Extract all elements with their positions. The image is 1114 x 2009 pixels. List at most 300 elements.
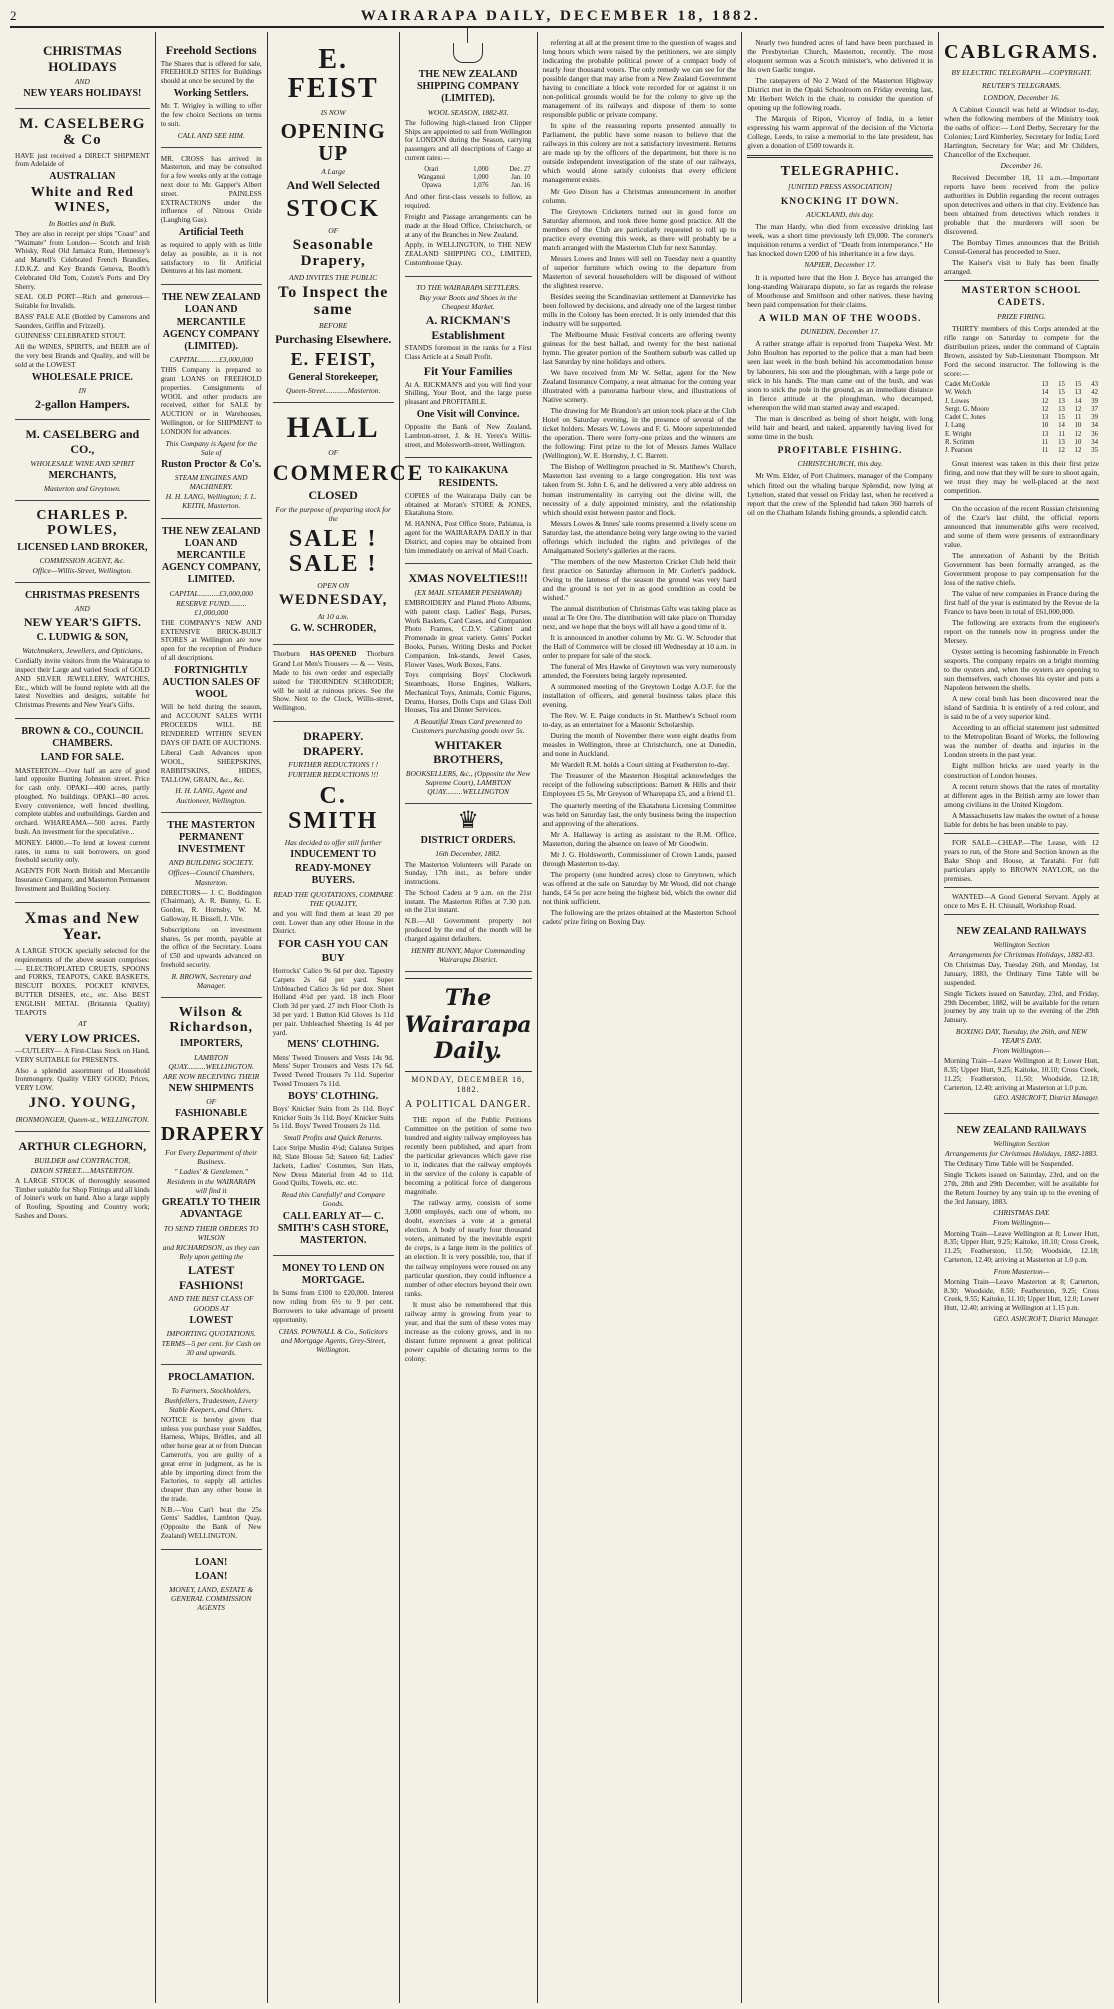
ad-shipping-company <box>405 36 532 277</box>
score-cell: 14 <box>1074 397 1082 405</box>
ad-address: DIXON STREET.....MASTERTON. <box>30 1165 135 1175</box>
ad-date: 16th December, 1882. <box>435 849 502 859</box>
cable-dateline: LONDON, December 16. <box>983 92 1060 102</box>
ad-nz-loan-2 <box>161 519 262 813</box>
ad-firm: Working Settlers. <box>173 87 249 99</box>
ship-date: Jan. 10 <box>511 173 531 181</box>
ad-in: IN <box>78 385 87 395</box>
ad-money: MONEY. £4000.—To lend at lowest current rates, in sums to suit borrowers, on good freehold security only. <box>15 838 150 865</box>
ad-has: Has decided to offer still further <box>284 837 382 847</box>
divider <box>944 1113 1099 1114</box>
ad-fit: Fit Your Families <box>423 363 513 378</box>
firm-name: C. SMITH <box>288 782 379 834</box>
ad-title: NEW ZEALAND RAILWAYS <box>956 925 1087 937</box>
score-cell: 37 <box>1091 405 1099 413</box>
ad-title: LAND FOR SALE. <box>40 752 124 764</box>
ad-wilson-richardson <box>160 998 265 1365</box>
ad-title: THE NEW ZEALAND SHIPPING COMPANY (LIMITED). <box>416 69 520 105</box>
news-paragraph: The ratepayers of No 2 Ward of the Masterton Highway District met in the Opaki Schoolroom on Friday evening last, Mr Herbert Welch in the chair, to consider the question of opening up the following roads. <box>747 76 933 113</box>
divider <box>944 887 1099 888</box>
ad-title: CHRISTMAS HOLIDAYS <box>42 43 122 74</box>
ad-send: TO SEND THEIR ORDERS TO WILSON <box>163 1223 259 1242</box>
page-number: 2 <box>10 8 18 23</box>
divider <box>944 833 1099 834</box>
score-cell: 12 <box>1074 405 1082 413</box>
ad-title: THE MASTERTON PERMANENT INVESTMENT <box>167 819 255 856</box>
score-row <box>944 422 1099 430</box>
ad-brown-land <box>15 719 150 903</box>
score-cell: 11 <box>1041 438 1049 446</box>
has-opened: HAS OPENED <box>309 649 357 658</box>
news-paragraph: The funeral of Mrs Hawke of Greytown was very numerously attended, the Foresters being largely represented. <box>542 662 737 681</box>
ship-name: Orari <box>424 165 439 173</box>
ad-address: LAMBTON QUAY..........WELLINGTON. <box>168 1052 255 1071</box>
section-subheading: BY ELECTRIC TELEGRAPH.—COPYRIGHT. <box>951 68 1092 78</box>
ad-ruston: Ruston Proctor & Co's. <box>161 458 262 470</box>
ad-hall-of-commerce <box>272 403 425 644</box>
score-cell: 12 <box>1041 405 1049 413</box>
ad-times: Morning Train—Leave Wellington at 8; Lower Hutt, 8.35; Upper Hutt, 9.25; Kaitoke, 10.10; Cross Creek, 11.25; Featherston, 11.50; Woodside, 12.18; Carterton, 12.40; arriving at Masterton at 1.0 p.m. <box>944 1229 1100 1264</box>
ad-and: and RICHARDSON, as they can Rely upon getting the <box>162 1242 260 1261</box>
ad-railways-2 <box>944 1118 1099 1330</box>
ad-boxing-day: BOXING DAY, Tuesday, the 26th, and NEW YEAR'S DAY. <box>955 1026 1088 1045</box>
telegram-title: PROFITABLE FISHING. <box>777 445 903 456</box>
ad-invites: AND INVITES THE PUBLIC <box>289 272 378 282</box>
ad-read: READ THE QUOTATIONS, COMPARE THE QUALITY, <box>273 889 394 908</box>
news-paragraph: referring at all at the present time to the question of wages and long hours which were raised by the petitioners, we are simply indicating the probable political power of a compact body of nearly four thousand voters. The only remedy we can see for the possible danger that may arise from a New Zealand Government having to conciliate a block vote recorded for or against it on non-political grounds would be for the colony to give up the management of its railways and dispose of them to some responsible public or private company. <box>542 38 737 120</box>
ad-liberal: Liberal Cash Advances upon WOOL, SHEEPSKINS, RABBITSKINS, HIDES, TALLOW, GRAIN, &c., &c. <box>160 749 262 784</box>
news-paragraph: A summoned meeting of the Greytown Lodge A.O.F. for the installation of officers, and general business takes place this evening. <box>542 682 737 710</box>
column-1 <box>10 32 156 2003</box>
ad-body: The Masterton Volunteers will Parade on Sunday, 17th inst., as before under instructions. <box>404 860 532 887</box>
ad-directors: DIRECTORS— J. C. Boddington (Chairman), A. R. Bunny, G. E. Gordon, R. Hornsby, W. M. Galloway, H. Bissell, J. Vile. <box>160 888 262 924</box>
score-cell: 11 <box>1074 414 1082 422</box>
cadet-name: Cadet McCorkle <box>945 380 991 388</box>
score-cell: 34 <box>1091 422 1099 430</box>
telegram-body: It is reported here that the Hon J. Bryce has arranged the long-standing Wairarapa dispute, so far as regards the release of Moorhouse and Smithson and other natives, these having been paid compensation for their claims. <box>747 272 933 309</box>
firm-name: A. RICKMAN'S Establishment <box>425 313 511 342</box>
ad-title: DISTRICT ORDERS. <box>420 835 516 847</box>
cadet-name: J. Pearson <box>945 447 973 455</box>
score-cell: 12 <box>1074 430 1082 438</box>
news-paragraph: Nearly two hundred acres of land have been purchased in the Presbyterian Church, Masterton, recently. The most eloquent sermon was a Scotch minister's, who delivered it in his own Gaelic tongue. <box>747 38 933 75</box>
ad-whitaker <box>405 564 532 804</box>
news-paragraph: Messrs Lowes & Innes' sale rooms presented a lively scene on Saturday last, the attendance being very large owing to the varied offerings which included the rights and privileges of the Amalgamated Society's galleries at the races. <box>542 518 737 555</box>
ad-body-2: Single Tickets issued on Saturday, 23rd, and Friday, 29th December, 1882, will be available for the return journey by any train up to the evening of the 29th January. <box>944 989 1100 1025</box>
news-paragraph: The drawing for Mr Brandon's art union took place at the Club Hotel on Saturday evening, in the presence of several of the ticket holders. Messrs W. Lowes and F. G. Moore superintended the operation. There were forty-one prizes and the winners are the following: First prize to the lot of Messrs James Wallace (Wellington), W. E. Hornsby, J. C. Barrett. <box>542 406 737 461</box>
ad-capital: CAPITAL...........£3,000,000 <box>169 355 253 365</box>
cadet-name: Cadet C. Jones <box>945 414 986 422</box>
ad-every: For Every Department of their Business. <box>165 1147 258 1166</box>
score-cell: 13 <box>1041 430 1049 438</box>
ad-body: THIS Company is prepared to grant LOANS on FREEHOLD properties. Consignments of WOOL and other products are received, either for SALE by AUCTION or in Warehouses, Wellington, or for SHIPMENT to LONDON for advances. <box>160 366 262 436</box>
ad-merchants: MERCHANTS, <box>48 469 117 481</box>
ad-capital: CAPITAL...........£3,000,000 <box>169 588 253 598</box>
ad-wines: White and Red WINES, <box>30 185 134 215</box>
ad-call: CALL EARLY AT— C. SMITH'S CASH STORE, MASTERTON. <box>277 1210 389 1246</box>
score-cell: 10 <box>1041 422 1049 430</box>
firm-name: M. CASELBERG & Co <box>19 116 146 148</box>
classified-wanted: WANTED—A Good General Servant. Apply at once to Mrs E. H. Chisnall, Workshop Road. <box>944 891 1100 910</box>
editorial-paragraph: THE report of the Public Petitions Committee on the petition of some two hundred and eighty railway employees has recently been published, and apart from the particular grievances which gave rise to it, indicates that the railway employés in the service of the colony is capable of becoming a political force of dangerous magnitude. <box>404 1115 532 1197</box>
score-cell: 11 <box>1041 447 1049 455</box>
ad-agents: AGENTS FOR North British and Mercantile Insurance Company, and Masterton Permanent Investment and Building Society. <box>15 867 150 893</box>
telegram-body: The man is described as being of short height, with long wild hair and beard, and naked, apparently having lived for some time in the bush. <box>747 413 933 441</box>
school-cadets-body-2: Great interest was taken in this their first prize firing, and now that they will be sure to shoot again, we trust they may be well-placed at the next competition. <box>944 458 1100 495</box>
telegram-body: The man Hardy, who died from excessive drinking last week, was a short time previously left £9,000. The coroner's inquisition returns a verdict of "Death from intemperance." He has knocked down £200 of his inheritance in a few days. <box>747 222 933 259</box>
ship-name: Opawa <box>421 182 441 190</box>
editorial-paragraph: It must also be remembered that this railway army is growing from year to year, and that the sum of these votes may increase as the colony grows, and in no distant future represent a great political power capable of dictating terms to the colony. <box>404 1299 532 1363</box>
ad-body: They are also in receipt per ships "Coast" and "Waimate" from London— Scotch and Irish Whisky, Real Old Jamaica Rum, Hennessy's and Martell's Celebrated French Brandies, J.D.K.Z. and Key Brands Geneva, Booth's Celebrated Old Tom, Cozen's Ports and Dry Sherry. <box>15 229 150 291</box>
ad-loan <box>161 1550 262 1620</box>
column-4 <box>400 32 538 2003</box>
ad-visit: One Visit will Convince. <box>416 408 520 420</box>
news-paragraph: The following are the prizes obtained at the Masterton School cadets' prize firing on Boxing Day. <box>542 907 737 926</box>
news-paragraph: A Massachusetts law makes the owner of a house liable for debts he has been unable to pay. <box>944 810 1100 829</box>
score-cell: 13 <box>1058 397 1065 405</box>
ad-cleghorn <box>15 1132 150 1229</box>
firm-name: ARTHUR CLEGHORN, <box>18 1138 147 1153</box>
ad-at: AT <box>78 1019 87 1029</box>
news-paragraph: A recent return shows that the rates of mortality at different ages in the British army are lower than among civilians in the United Kingdom. <box>944 781 1100 809</box>
ad-body: Grand Lot Men's Trousers — & — Vests, Made to his own order and especially suited for THORNDEN SCHRODER; will be sold at ruinous prices. See the Show. Next to the Clock, Willis-street, Wellington. <box>272 660 394 713</box>
ad-body-2: The School Cadets at 9 a.m. on the 21st instant. The Masterton Rifles at 7.30 p.m. on the 21st instant. <box>404 888 532 915</box>
news-paragraph: Mr Geo Dixon has a Christmas announcement in another column. <box>542 186 737 205</box>
ad-town: Masterton and Greytown. <box>43 484 121 494</box>
table-row <box>405 182 532 190</box>
ad-new: NEW SHIPMENTS <box>168 1082 254 1094</box>
ad-title: DRAPERY. DRAPERY. <box>303 729 364 758</box>
news-paragraph: According to an official statement just submitted to the Metropolitan Board of Works, the following was the number of deaths and injuries in the London streets in the past year. <box>944 723 1100 760</box>
cable-body: The Kaiser's visit to Italy has been finally arranged. <box>944 258 1100 277</box>
ad-body: EMBROIDERY and Plated Photo Albums, with patent clasp. Ladies' Bags, Purses, Work Baskets, Card Cases, and Companion Photo Frames, C.D.V. Cabinet and Promenade in great variety. Gents' Pocket Books, Purses, Writing Desks and Pocket Companion, Ink-stands, Jewel Cases, Flower Vases, Work Boxes, Fans. <box>404 599 532 669</box>
ships-table <box>405 166 532 191</box>
ad-inspect: To Inspect the same <box>278 283 389 318</box>
ad-before: BEFORE <box>319 321 348 331</box>
ad-signature: GEO. ASHCROFT, District Manager. <box>993 1314 1100 1323</box>
section-subheading: [UNITED PRESS ASSOCIATION] <box>788 182 893 192</box>
ad-address: BOOKSELLERS, &c., (Opposite the New Supreme Court), LAMBTON QUAY.........WELLINGTON <box>405 768 531 797</box>
score-cell: 42 <box>1091 389 1099 397</box>
news-paragraph: Mr J. G. Holdsworth, Commissioner of Crown Lands, passed through Masterton to-day. <box>542 849 737 868</box>
score-cell: 13 <box>1058 438 1065 446</box>
telegram-body: A rather strange affair is reported from Tuapeka West. Mr John Boulton has reported to the police that a man had been seen last week in the bush behind his accommodation house by labourers, his son and the ploughman, with a large pole or stick in his hands. The man came out of the bush, and was soon to stick the pole in the ground, as an immediate distance in fierce attitude at the ploughman, who decamped, whereupon the wild man started away and escaped. <box>747 339 933 412</box>
ad-body: MONEY, LAND, ESTATE & GENERAL COMMISSION AGENTS <box>169 1585 254 1613</box>
firm-name: JNO. YOUNG, <box>28 1095 137 1112</box>
telegram-body: Mr Wm. Elder, of Port Chalmers, manager of the Company which fitted out the whaling barque Splendid, now lying at Lyttelton, stated that vessel on Friday last, when he received a report that the crew of the Splendid had taken 360 barrels of oil on the Chatham Islands fishing grounds, a splendid catch. <box>747 471 933 517</box>
scores-table <box>944 381 1099 456</box>
score-cell: 34 <box>1091 438 1099 446</box>
ad-address: IRONMONGER, Queen-st., WELLINGTON. <box>15 1114 150 1124</box>
ad-railways-1 <box>944 919 1099 1109</box>
telegram-dateline: NAPIER, December 17. <box>804 260 876 270</box>
score-cell: 36 <box>1091 430 1099 438</box>
ad-of: OF <box>328 225 339 235</box>
classified-for-sale: FOR SALE—CHEAP.—The Lease, with 12 years to run, of the Store and Section known as the Bake Shop and House, at Taratahi. For full particulars apply to BROWN NAYLOR, on the premises. <box>944 837 1100 883</box>
ad-induce: INDUCEMENT TO <box>290 849 377 861</box>
firm-name: Wilson & Richardson, <box>169 1005 254 1035</box>
ad-fashionable: FASHIONABLE <box>175 1108 248 1120</box>
divider <box>747 155 933 158</box>
score-row <box>944 414 1099 422</box>
score-cell: 15 <box>1058 414 1065 422</box>
ad-thorburn <box>273 645 394 722</box>
school-cadets-body: THIRTY members of this Corps attended at the rifle range on Saturday to compete for the distribution prizes, under the command of Captain Brown, assisted by Sub-Lieutenant Thompson. Mr Ford the second instructor. The following is the score:— <box>944 323 1100 378</box>
ad-subtitle: (EX MAIL STEAMER PESHAWAR) <box>414 587 522 597</box>
ad-district-orders <box>405 804 532 972</box>
news-paragraph: The annual distribution of Christmas Gifts was taking place as usual at Te Ore Ore. The distribution will take place on Thursday next, and we hope that the boys will all have a good time of it. <box>542 603 737 631</box>
news-paragraph: Eight million bricks are used yearly in the construction of London houses. <box>944 761 1100 780</box>
ad-and: AND <box>74 604 90 614</box>
ad-role: BUILDER and CONTRACTOR, <box>34 1155 131 1165</box>
ad-ludwig <box>15 583 150 719</box>
divider <box>944 280 1099 281</box>
thorburn-left: Thorburn <box>272 649 300 658</box>
editorial-paragraph: The railway army, consists of some 3,000 employés, each one of whom, no doubt, exercises a vote at a general election. A body of nearly four thousand voters, animated by the inevitable esprit de corps, is a large item in the politics of an election. It is very possible, too, that if the railway employees were roused on any particular question, they could influence a number of other electors beyond their own ranks. <box>404 1198 532 1298</box>
cable-body: A Cabinet Council was held at Windsor to-day, when the following members of the Ministry took the oaths of office:— Lord Derby, Secretary for the Colonies; Lord Kimberley, Secretary for India; Lord Hartington, Secretary for War; and Mr Childers, Chancellor of the Exchequer. <box>944 104 1100 159</box>
firm-name: CHARLES P. POWLES, <box>36 508 129 538</box>
ad-title-2: LOAN! <box>195 1571 228 1583</box>
ad-pownall <box>273 1256 394 1361</box>
ad-kaikakuna <box>405 458 532 564</box>
school-cadets-heading: MASTERTON SCHOOL CADETS. <box>961 286 1082 309</box>
ad-wholesale: WHOLESALE PRICE. <box>31 371 133 383</box>
ad-bottles: In Bottles and in Bulk. <box>48 218 116 228</box>
ad-teeth-text: as required to apply with as little delay as possible, as it is not satisfactory to fit Artificial Dentures at his last moment. <box>160 241 262 276</box>
ad-subtitle: NEW YEARS HOLIDAYS! <box>23 87 142 99</box>
ad-from: From Wellington— <box>992 1218 1051 1228</box>
scores-table-body <box>944 381 1099 456</box>
ad-bass-ale: BASS' PALE ALE (Bottled by Camerons and Saunders, Griffin and Frizzell). <box>15 312 150 330</box>
ad-signature: H. H. LANG, Agent and Auctioneer, Wellington. <box>175 786 248 805</box>
ad-feist <box>273 36 394 403</box>
news-paragraph: On the occasion of the recent Russian christening of the Czar's last child, the official reports announced that innumerable gifts were received, and some of them were presents of extraordinary value. <box>944 503 1100 549</box>
ad-cutlery: —CUTLERY— A First-Class Stock on Hand, VERY SUITABLE for PRESENTS. <box>15 1047 150 1064</box>
masthead <box>10 6 1104 28</box>
ad-import: IMPORTING QUOTATIONS. <box>166 1328 256 1338</box>
divider <box>944 499 1099 500</box>
ad-body: On Christmas Day, Tuesday 26th, and Monday, 1st January, 1883, the Ordinary Time Table will be suspended. <box>944 961 1100 987</box>
section-subheading-2: REUTER'S TELEGRAMS. <box>981 80 1062 90</box>
ad-body: Subscriptions on investment shares, 5s per month, payable at the office of the Secretary. Loans of £50 and upwards advanced on freehold security. <box>160 925 262 969</box>
section-heading-telegraphic: TELEGRAPHIC. <box>780 164 900 180</box>
ad-stock: STOCK <box>286 195 380 222</box>
ad-header-row <box>273 650 394 659</box>
ship-tons: 1,000 <box>473 165 489 173</box>
firm-name: M. CASELBERG and CO., <box>25 427 140 457</box>
cadet-name: Sergt. G. Moore <box>945 405 990 413</box>
ad-body: The following high-classed Iron Clipper Ships are appointed to sail from Wellington for LONDON during the Season, carrying passengers and all descriptions of Cargo at current rates:— <box>404 118 532 162</box>
ship-icon <box>453 43 483 63</box>
ad-role-2: COMMISSION AGENT, &c. <box>39 555 126 565</box>
ad-address: N.B.—You Can't beat the 25s Gents' Saddles, Lambton Quay, (Opposite the Bank of New Zealand) WELLINGTON. <box>160 1505 262 1541</box>
telegram-dateline: DUNEDIN, December 17. <box>800 327 880 337</box>
ship-date: Jan. 16 <box>511 182 531 190</box>
score-cell: 13 <box>1074 389 1082 397</box>
ad-body: A LARGE STOCK specially selected for the requirements of the above season comprises:— ELECTROPLATED CRUETS, SPOONS and FORKS, TEAPOTS, CAKE BASKETS, BISCUIT BOXES, POCKET KNIVES, BUTTER DISHES, etc., etc. Also BEST ENGLISH METAL (Britannia Quality) TEAPOTS <box>15 947 150 1017</box>
ad-caselberg-wholesale <box>15 420 150 501</box>
score-cell: 11 <box>1058 430 1065 438</box>
ship-name: Wanganui <box>417 173 446 181</box>
ad-lowest: LOWEST <box>189 1314 233 1326</box>
ad-title: MONEY TO LEND ON MORTGAGE. <box>282 1263 385 1287</box>
firm-name: WHITAKER BROTHERS, <box>433 737 503 767</box>
ad-text: Mr. T. Wrigley is willing to offer the few choice Sections on terms to suit. <box>160 102 262 128</box>
ad-opening: OPENING UP <box>280 118 386 165</box>
ad-body: THE COMPANY'S NEW AND EXTENSIVE BRICK-BUILT STORES at Wellington are now open for the reception of Produce of all descriptions. <box>160 618 262 663</box>
score-cell: 10 <box>1074 438 1082 446</box>
ad-greatly: GREATLY TO THEIR ADVANTAGE <box>161 1197 261 1221</box>
cable-dateline: December 16. <box>1000 161 1043 170</box>
ad-rickman <box>405 277 532 459</box>
ad-open: OPEN ON <box>317 581 350 591</box>
ad-subtitle: To Farmers, Stockholders, Bushfellers, Tradesmen, Livery Stable Keepers, and Others. <box>164 1386 258 1414</box>
ad-caselberg-wines <box>15 109 150 420</box>
ad-reserve: RESERVE FUND.........£1,000,000 <box>176 598 247 617</box>
score-row <box>944 439 1099 447</box>
ad-teeth: Artificial Teeth <box>178 226 244 238</box>
ad-role: IMPORTERS, <box>179 1038 243 1050</box>
ad-role: LICENSED LAND BROKER, <box>17 541 148 553</box>
firm-name: G. W. SCHRODER, <box>290 623 377 635</box>
table-row <box>405 174 532 182</box>
score-row <box>944 398 1099 406</box>
firm-name: BROWN & CO., COUNCIL CHAMBERS. <box>21 726 144 750</box>
crown-icon: ♛ <box>457 808 479 835</box>
ad-nz-loan-1 <box>161 285 262 518</box>
ad-boys: BOYS' CLOTHING. <box>288 1090 379 1102</box>
ad-freight: Freight and Passage arrangements can be made at the Head Office, Christchurch, or at any of the Branches in New Zealand. <box>404 213 532 239</box>
ad-office: Office—Willis-Street, Wellington. <box>32 565 133 575</box>
firm-name-2: E. FEIST, <box>290 349 376 370</box>
ad-powles <box>15 501 150 583</box>
news-paragraph: It is announced in another column by Mr. G. W. Schroder that the Hall of Commerce will be closed till Wednesday at 10 a.m. in order to prepare for sale of the stock. <box>542 632 737 661</box>
divider <box>944 914 1099 915</box>
ad-title: THE NEW ZEALAND LOAN AND MERCANTILE AGENCY COMPANY, LIMITED. <box>161 525 261 586</box>
ad-price: VERY LOW PRICES. <box>24 1030 140 1045</box>
ad-of: OF <box>206 1097 217 1107</box>
ad-purpose: For the purpose of preparing stock for the <box>275 504 391 523</box>
newspaper-title: WAIRARAPA DAILY, DECEMBER 18, 1882. <box>360 7 761 24</box>
ad-signature: GEO. ASHCROFT, District Manager. <box>993 1094 1100 1103</box>
news-paragraph: The Bishop of Wellington preached in St. Matthew's Church, Masterton last evening to a large congregation. His text was taken from St. John I. 6, and he delivered a very able address on human instrumentality in carrying out the divine will, the necessity of a duly appointed ministry, and the relationship which should exist between pastor and flock. <box>542 462 737 517</box>
news-paragraph: The Marquis of Ripon, Viceroy of India, in a letter expressing his warm approval of the decision of the Victoria College, Leeds, to raise a memorial to the late president, has given a donation of £500 towards it. <box>747 114 933 151</box>
ad-and: and you will find them at least 20 per cent. Lower than any other House in the District. <box>272 909 394 936</box>
ad-a: A Large <box>321 167 346 177</box>
ad-dentist <box>161 148 262 286</box>
score-cell: 15 <box>1074 380 1082 388</box>
score-cell: 15 <box>1058 389 1065 397</box>
news-paragraph: The Greytown Cricketers turned out in good force on Saturday afternoon, and took three home good practice. All the members of the Club are particularly requested to roll up to practice every evening this week, as there will probably be a match arranged with the Masterton Club for next Saturday. <box>542 206 737 252</box>
score-row <box>944 447 1099 455</box>
ad-address: Opposite the Bank of New Zealand, Lambton-street, J. & H. Yerex's Willis-street, and Molesworth-street, Wellington. <box>404 423 532 449</box>
ad-trade: Watchmakers, Jewellers, and Opticians, <box>22 646 143 656</box>
ad-proclamation <box>161 1365 262 1550</box>
score-row <box>944 381 1099 389</box>
news-paragraph: Oyster setting is becoming fashionable in French seaports. The company repairs on a bright morning to the oysters and, when the oysters are opening to sun themselves, each chooses his oyster and puts a Napoleon between the shells. <box>944 647 1100 693</box>
news-paragraph: The annexation of Ashanti by the British Government has been formally arranged, as the Government propose to pay compensation for the loss of the native chiefs. <box>944 550 1100 587</box>
ad-all-wines: All the WINES, SPIRITS, and BEER are of the very best Brands and Quality, and will be sold at the LOWEST <box>15 343 150 369</box>
column-5 <box>538 32 743 2003</box>
cadet-name: E. Wright <box>945 430 972 438</box>
news-paragraph: We have received from Mr W. Sellar, agent for the New Zealand Insurance Company, a neat almanac for the coming year illustrated with a panorama harbour view, and illustrations of Native scenery. <box>542 368 737 405</box>
ad-body: COPIES of the Wairarapa Daily can be obtained at Moran's STORE & JONES, Ekatahuna Store. <box>404 491 532 518</box>
ad-ladies: " Ladies' & Gentlemen." <box>174 1166 249 1176</box>
news-paragraph: The Melbourne Music Festival concerts are offering twenty guineas for the best ballad, and twenty for the best national hymn. The greater portion of the Southern suburb was called up last Saturday by nine holidays and others. <box>542 329 737 367</box>
score-cell: 43 <box>1091 380 1099 388</box>
ad-body: The Ordinary Time Table will be Suspended. <box>944 1160 1074 1169</box>
ad-agents: This Company is Agent for the Sale of <box>165 438 257 457</box>
ad-note: N.B.—All Government property not produced by the end of the month will be charged against defaulters. <box>404 917 532 943</box>
score-row <box>944 431 1099 439</box>
ad-body: NOTICE is hereby given that unless you purchase your Saddles, Harness, Whips, Bridles, and all other horse gear at or from Duncan Cameron's, you are guilty of a great error in judgment, as he is able by importing direct from the Factories, to supply all articles cheaper than any other house in the trade. <box>160 1415 262 1503</box>
ad-subtitle: FURTHER REDUCTIONS ! ! <box>288 760 379 770</box>
ad-others: And other first-class vessels to follow, as required. <box>404 193 532 211</box>
column-3 <box>268 32 425 2003</box>
cadet-name: J. Lang <box>945 422 966 430</box>
ad-gifts: NEW YEAR'S GIFTS. <box>23 615 141 630</box>
ad-subtitle-2: FURTHER REDUCTIONS !!! <box>287 770 379 780</box>
ad-from: From Wellington— <box>992 1046 1051 1056</box>
score-cell: 15 <box>1058 380 1065 388</box>
ad-title: LOAN! <box>195 1556 228 1568</box>
news-paragraph: Mr A. Hallaway is acting as assistant to the R.M. Office, Masterton, during the absence on leave of Mr Goodwin. <box>542 829 737 848</box>
ad-body-2: Single Tickets issued on Saturday, 23rd, and on the 27th, 28th and 29th December, will be available for the Return Journey by any train up to the evening of the 3rd January, 1883. <box>944 1171 1100 1206</box>
ad-body: In Sums from £100 to £20,000. Interest now ruling from 6½ to 9 per cent. Borrowers to take advantage of present opportunity. <box>272 1289 394 1324</box>
cadet-name: W. Welch <box>945 389 972 397</box>
score-cell: 14 <box>1058 422 1065 430</box>
ad-body-2: Will be held during the season, and ACCOUNT SALES WITH PROCEEDS WILL BE RENDERED WITHIN SEVEN DAYS OF DATE OF AUCTIONS. <box>160 703 262 747</box>
ad-title: NEW ZEALAND RAILWAYS <box>956 1124 1087 1136</box>
ad-and: AND BUILDING SOCIETY. <box>168 858 254 868</box>
ad-title: THE NEW ZEALAND LOAN AND MERCANTILE AGENCY COMPANY (LIMITED). <box>161 292 261 352</box>
ad-building-society <box>161 813 262 998</box>
column-6 <box>742 32 939 2003</box>
ad-from-2: From Masterton— <box>993 1266 1050 1276</box>
ad-office: Offices—Council Chambers, Masterton. <box>168 868 255 887</box>
ad-terms: TERMS—5 per cent. for Cash on 30 and upwards. <box>161 1339 261 1358</box>
ad-title: XMAS NOVELTIES!!! <box>408 571 528 586</box>
news-paragraph: "The members of the new Masterton Cricket Club held their first practice on Saturday afternoon in Mr Corlett's paddock. Owing to the lateness of the season the ground was very hard and the ground is not yet in as good condition as could be wished." <box>542 556 737 602</box>
ad-body-2: M. HANNA, Post Office Store, Pahiatua, is agent for the WAIRARAPA DAILY in that District, and copies may be obtained from him immediately on arrival of Mail Coach. <box>404 520 532 555</box>
ad-body: MASTERTON—Over half an acre of good land opposite Bunting Johnston street. Price for cash only. OPAKI—400 acres, partly ploughed. No buildings. OPAKI—80 acres. Every convenience, well fenced dwelling, complete stables and outbuildings. Garden and orchard. WHAREAMA—500 acres. Partly bush. An investment for the speculative... <box>15 766 150 837</box>
ad-steam: STEAM ENGINES AND MACHINERY. <box>174 473 248 492</box>
news-paragraph: Mr Wardell R.M. holds a Court sitting at Featherston to-day. <box>550 760 730 770</box>
school-cadets-subheading: PRIZE FIRING. <box>997 311 1046 321</box>
ad-note: A Beautiful Xmas Card presented to Customers purchasing goods over 5s. <box>411 717 525 736</box>
ad-also: Also a splendid assortment of Household Ironmongery. Quality VERY GOOD; Prices, VERY LOW. <box>15 1066 150 1093</box>
news-paragraph: Messrs Lowes and Innes will sell on Tuesday next a quantity of superior furniture which owing to the departure from Masterton of several householders will be disposed of without the slightest reserve. <box>542 253 737 290</box>
ad-purchasing: Purchasing Elsewhere. <box>275 332 392 347</box>
score-cell: 13 <box>1058 405 1065 413</box>
ad-toys: Toys comprising Boys' Clockwork Steamboats, Horse Engines, Walkers, Mechanical Toys, Animals, Comic Figures, Drums, Horses, Dolls Cups and Glass Doll Houses, Tea and Dinner Services. <box>404 671 532 715</box>
cable-body: Received December 18, 11 a.m.—Important reports have been received from the police authorities in Dublin regarding the recent outrages upon detectives and others in that city. Evidence has been obtained from detectives which renders it probable that the murderers will soon be discovered. <box>944 173 1100 237</box>
ad-and: AND <box>74 76 90 86</box>
editorial-title: A POLITICAL DANGER. <box>405 1098 532 1110</box>
ad-title: Freehold Sections <box>165 43 257 57</box>
ad-call: CALL AND SEE HIM. <box>177 130 245 140</box>
ship-tons: 1,000 <box>473 173 489 181</box>
ad-list: Horrocks' Calico 9s 6d per doz. Tapestry Carpets 2s 6d per yard. Super Unbleached Calico 3s 6d per doz. Sheet Holland 4½d per yard. 18 inch Floor Cloth 3d per yard. 27 inch Floor Cloth 1s 3d per yard. 1 Button Kid Gloves 1s 11d per pair. Unbleached Sheeting 1s 4d per yard. <box>272 967 394 1037</box>
ad-body: MR. CROSS has arrived in Masterton, and may be consulted for a few weeks only at the cottage next door to Mr. Gapper's Albert street. PAINLESS EXTRACTIONS under the influence of Nitrous Oxide (Laughing Gas). <box>160 154 262 225</box>
score-row <box>944 389 1099 397</box>
ad-subtitle: Wellington Section <box>993 1139 1050 1149</box>
section-heading-cablegrams: CABLGRAMS. <box>944 41 1100 63</box>
news-paragraph: In spite of the reassuring reports presented annually to Parliament, the public have some reason to believe that the railways in this colony are not a satisfactory investment. Returns are made up by the officers of the department, but there is no outside independent investigation of the state of our railways, which would alone satisfy colonists that every efficient management exists. <box>542 121 737 185</box>
ad-signature: H. H. LANG, Wellington; J. L. KEITH, Masterton. <box>165 492 257 511</box>
editorial-nameplate: The Wairarapa Daily. <box>405 978 532 1072</box>
ad-arrangements: Arrangements for Christmas Holidays, 1882-1883. <box>945 1149 1098 1159</box>
